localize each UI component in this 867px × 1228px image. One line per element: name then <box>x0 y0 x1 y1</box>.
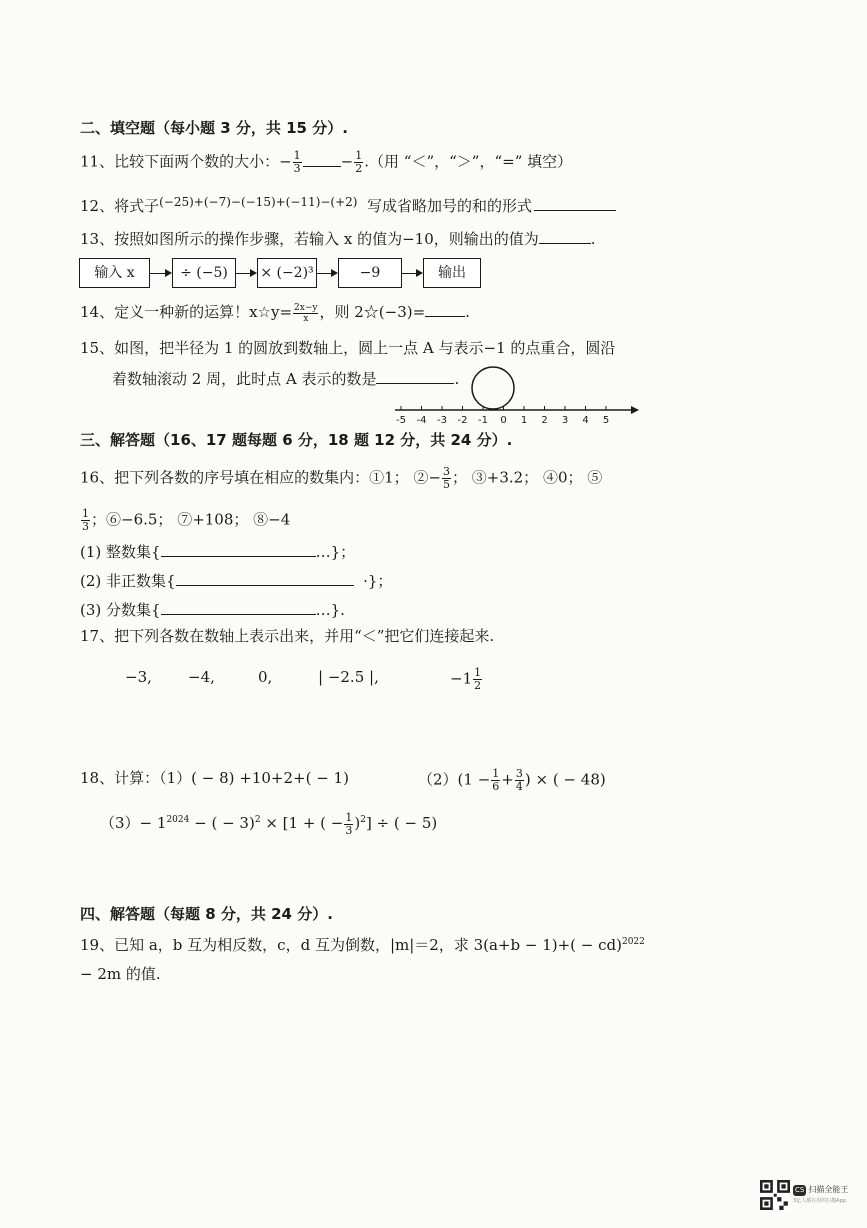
flow-box-subtract: −9 <box>338 258 402 288</box>
q18-p3-c: × [1 + ( − <box>260 814 344 832</box>
set-fractions-end: …}. <box>315 601 345 619</box>
q11-fraction-2 <box>354 150 363 175</box>
set-integers <box>80 542 355 562</box>
number-line-tick-label: 0 <box>500 415 507 424</box>
q19-exponent: 2022 <box>621 937 645 947</box>
set-fractions-blank[interactable] <box>161 600 316 615</box>
q14-prefix: 14、定义一种新的运算！x☆y= <box>80 303 293 321</box>
q17-num-2: −4, <box>188 668 215 686</box>
flow-box-multiply: × (−2)³ <box>257 258 317 288</box>
q14-fraction <box>293 303 318 324</box>
q19-text: 19、已知 a，b 互为相反数，c，d 互为倒数，|m|＝2，求 3(a+b − 1)+( − cd) <box>80 936 622 954</box>
q17-num-4: | −2.5 |, <box>318 668 379 686</box>
q18-p2-f1-num: 1 <box>492 767 500 780</box>
section-2-heading: 二、填空题（每小题 3 分，共 15 分）. <box>80 119 348 137</box>
q11-prefix: 11、比较下面两个数的大小：− <box>80 152 292 171</box>
q17-mixed-den: 2 <box>474 679 482 692</box>
q12-prefix: 12、将式子 <box>80 197 160 215</box>
q17-mixed-num: 1 <box>474 666 482 679</box>
number-line-tick-label: 3 <box>561 415 569 424</box>
q13-answer-blank[interactable] <box>539 229 591 244</box>
question-13 <box>80 229 596 249</box>
q18-p3-e: ] ÷ ( − 5) <box>365 814 438 832</box>
question-11 <box>80 150 572 175</box>
q17-num-5-whole: −1 <box>450 669 473 688</box>
q18-p2-c: ) × ( − 48) <box>524 770 606 789</box>
q15-end: . <box>454 370 460 388</box>
q18-p2-a: （2）(1 − <box>418 770 491 789</box>
q16-text-a: 16、把下列各数的序号填在相应的数集内：①1； ②− <box>80 468 441 487</box>
q18-p2-f1-den: 6 <box>492 780 500 793</box>
q16-fraction-2 <box>81 508 90 533</box>
question-16-line-2 <box>80 508 290 533</box>
set-integers-label: (1) 整数集{ <box>80 543 161 561</box>
q11-fraction-1 <box>293 150 302 175</box>
q18-p3-a: （3）− 1 <box>100 814 167 832</box>
q14-f-num: 2x−y <box>294 302 318 313</box>
q16-f2-den: 3 <box>82 520 89 533</box>
q18-p2-fraction-2 <box>515 768 524 793</box>
section-3-heading: 三、解答题（16、17 题每题 6 分，18 题 12 分，共 24 分）. <box>80 431 513 449</box>
question-16-line-1 <box>80 466 602 491</box>
number-line-tick-label: -5 <box>396 415 406 424</box>
flow-box-divide: ÷ (−5) <box>172 258 236 288</box>
scanner-subtitle: 3亿人都在用的扫描App <box>793 1198 846 1204</box>
q18-p3-d: ) <box>354 814 361 832</box>
q17-num-1: −3, <box>125 668 152 686</box>
set-integers-end: …}； <box>315 543 356 561</box>
q11-f2-den: 2 <box>355 162 363 175</box>
q18-part-1: 18、计算：（1）( − 8) +10+2+( − 1) <box>80 769 349 787</box>
q17-num-3: 0, <box>258 668 273 686</box>
flow-box-input: 输入 x <box>79 258 150 288</box>
q18-p3-exp-1: 2024 <box>166 815 190 825</box>
number-line-arrow-icon <box>631 406 639 414</box>
set-fractions <box>80 600 345 620</box>
q18-part-2 <box>418 768 606 793</box>
scanner-badge <box>793 1184 853 1210</box>
q18-p2-f2-num: 3 <box>515 767 523 780</box>
q18-part-3 <box>100 810 437 837</box>
flow-box-output: 输出 <box>423 258 481 288</box>
q18-p2-b: + <box>501 770 514 789</box>
question-17: 17、把下列各数在数轴上表示出来，并用“＜”把它们连接起来. <box>80 627 495 645</box>
q13-text: 13、按照如图所示的操作步骤，若输入 x 的值为−10，则输出的值为 <box>80 230 539 248</box>
q11-f1-num: 1 <box>293 149 301 162</box>
q12-answer-blank[interactable] <box>534 196 616 211</box>
question-15-line-1: 15、如图，把半径为 1 的圆放到数轴上，圆上一点 A 与表示−1 的点重合，圆沿 <box>80 339 616 357</box>
question-19-line-2: − 2m 的值. <box>80 965 161 983</box>
flow-arrow-2 <box>235 273 255 274</box>
q14-mid: ，则 2☆(−3)= <box>319 303 426 321</box>
rolling-circle <box>472 367 514 409</box>
q11-mid: − <box>340 152 354 171</box>
q18-p2-fraction-1 <box>491 768 500 793</box>
q12-suffix: 写成省略加号的和的形式 <box>367 197 533 215</box>
q18-p3-f-num: 1 <box>345 810 353 824</box>
q17-num-5-fraction <box>473 667 482 692</box>
set-fractions-label: (3) 分数集{ <box>80 601 161 619</box>
q14-answer-blank[interactable] <box>425 302 465 317</box>
q18-p3-fraction <box>344 812 353 837</box>
q16-f1-num: 3 <box>442 465 450 478</box>
scanner-logo: CS <box>795 1186 805 1194</box>
number-line-tick-label: 2 <box>541 415 548 424</box>
q15-number-line <box>393 362 643 424</box>
q11-f2-num: 1 <box>355 149 363 162</box>
flow-arrow-3 <box>316 273 336 274</box>
number-line-tick-label: -4 <box>416 415 427 424</box>
q16-text-b: ； ③+3.2； ④0； ⑤ <box>451 468 603 487</box>
q16-fraction-1 <box>442 466 451 491</box>
question-12 <box>80 196 616 217</box>
scanner-name: 扫描全能王 <box>808 1185 849 1194</box>
number-line-tick-label: 1 <box>520 415 528 424</box>
q18-p3-f-den: 3 <box>345 823 353 837</box>
flow-arrow-4 <box>401 273 421 274</box>
set-non-positive-label: (2) 非正数集{ <box>80 572 176 590</box>
set-non-positive <box>80 571 392 591</box>
q18-p3-exp-2: 2 <box>254 815 261 825</box>
q14-end: . <box>465 303 470 321</box>
q18-p2-f2-den: 4 <box>515 780 523 793</box>
number-line-tick-label: 5 <box>602 415 610 424</box>
section-4-heading: 四、解答题（每题 8 分，共 24 分）. <box>80 905 333 923</box>
q11-answer-blank[interactable] <box>303 152 341 167</box>
number-line-tick-label: 4 <box>582 415 589 424</box>
number-line-tick-label: -2 <box>457 415 468 424</box>
q13-end: . <box>590 230 596 248</box>
q16-f1-den: 5 <box>442 478 450 491</box>
q16-text-c: ；⑥−6.5； ⑦+108； ⑧−4 <box>91 510 291 529</box>
q16-f2-num: 1 <box>82 507 89 520</box>
qr-code-icon <box>760 1180 790 1210</box>
question-19-line-1 <box>80 932 645 955</box>
q14-f-den: x <box>303 313 309 324</box>
number-line-tick-label: -1 <box>478 415 488 424</box>
q11-suffix: .（用 “＜”，“＞”，“=” 填空） <box>364 152 573 171</box>
q15-text: 着数轴滚动 2 周，此时点 A 表示的数是 <box>112 370 377 388</box>
set-non-positive-end: ·}； <box>363 572 393 590</box>
set-non-positive-blank[interactable] <box>176 571 354 586</box>
set-integers-blank[interactable] <box>161 542 316 557</box>
flow-arrow-1 <box>149 273 170 274</box>
q12-expression: (−25)+(−7)−(−15)+(−11)−(+2) <box>159 195 358 209</box>
q18-p3-exp-3: 2 <box>360 815 366 825</box>
q18-p3-b: − ( − 3) <box>189 814 255 832</box>
q11-f1-den: 3 <box>293 162 301 175</box>
number-line-tick-label: -3 <box>437 415 447 424</box>
q17-num-5 <box>450 667 483 692</box>
question-14 <box>80 302 470 324</box>
